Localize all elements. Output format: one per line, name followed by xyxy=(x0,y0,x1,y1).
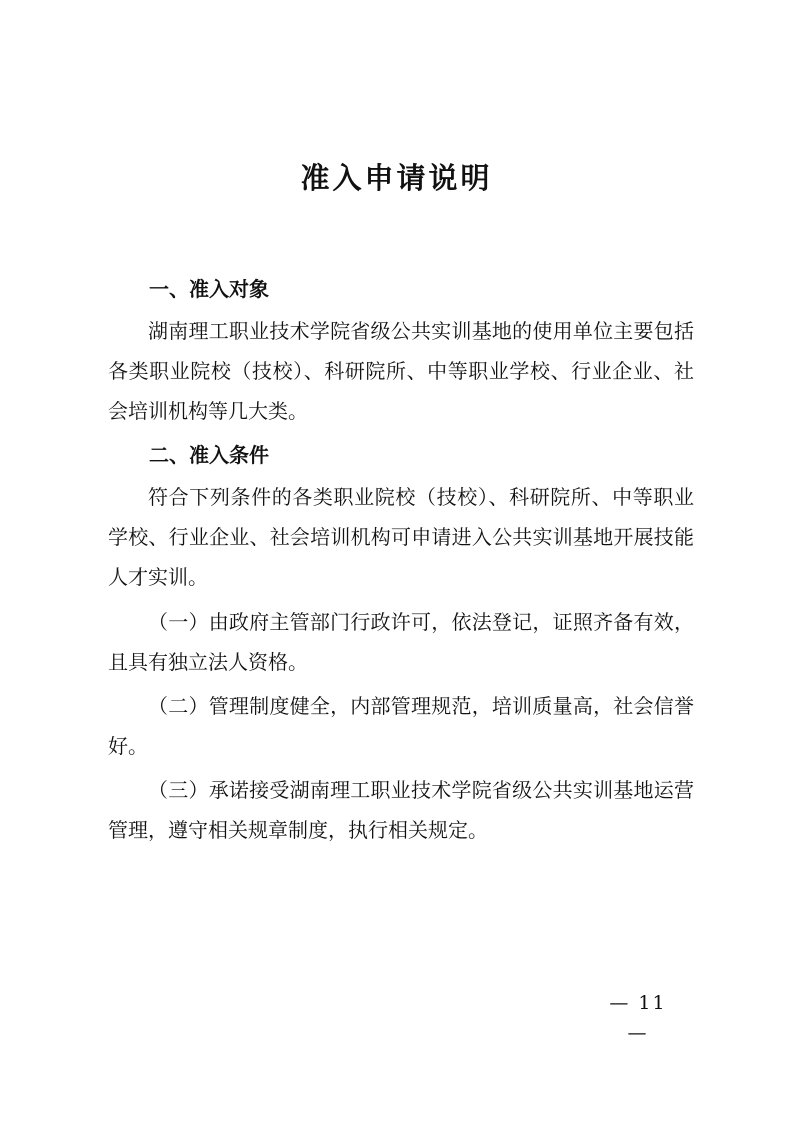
page-number: — 11 — xyxy=(609,992,667,1044)
section-heading-conditions: 二、准入条件 xyxy=(149,443,269,467)
section-heading-targets: 一、准入对象 xyxy=(149,277,269,301)
section-paragraph-conditions-intro: 符合下列条件的各类职业院校（技校）、科研院所、中等职业学校、行业企业、社会培训机构可申请进入公共实训基地开展技能人才实训。 xyxy=(108,485,694,589)
page-title: 准入申请说明 xyxy=(300,161,493,195)
section-paragraph-targets: 湖南理工职业技术学院省级公共实训基地的使用单位主要包括各类职业院校（技校）、科研院所、中等职业学校、行业企业、社会培训机构等几大类。 xyxy=(108,319,694,423)
condition-item-3: （三）承诺接受湖南理工职业技术学院省级公共实训基地运营管理，遵守相关规章制度，执行相关规定。 xyxy=(108,778,694,842)
condition-item-1: （一）由政府主管部门行政许可，依法登记，证照齐备有效，且具有独立法人资格。 xyxy=(108,610,694,674)
condition-item-2: （二）管理制度健全，内部管理规范，培训质量高，社会信誉好。 xyxy=(108,694,694,758)
